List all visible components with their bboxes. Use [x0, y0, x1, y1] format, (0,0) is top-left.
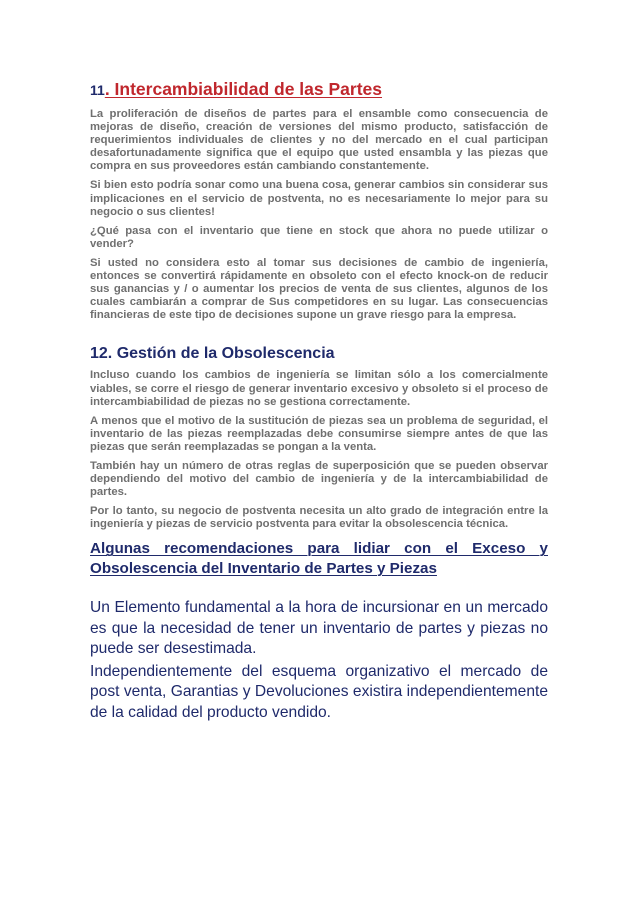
section-11-paragraph-1: La proliferación de diseños de partes para el ensamble como consecuencia de mejoras de diseño, creación de versiones del mismo producto, satisfacción de requerimientos individuales de clientes y no del mercado en el cual participan desafortunadamente significa que el equipo que usted ensambla y las piezas que compra en sus proveedores están cambiando constantemente.: [90, 108, 548, 173]
recommendations-paragraph-1: Un Elemento fundamental a la hora de incursionar en un mercado es que la necesidad de tener un inventario de partes y piezas no puede ser desestimada.: [90, 599, 548, 658]
section-11-heading: [90, 78, 548, 101]
recommendations-paragraph-2: Independientemente del esquema organizativo el mercado de post venta, Garantias y Devoluciones existira independientemente de la calidad del producto vendido.: [90, 662, 548, 721]
section-11-title: . Intercambiabilidad de las Partes: [104, 79, 383, 99]
section-12-paragraph-4: Por lo tanto, su negocio de postventa necesita un alto grado de integración entre la ingeniería y piezas de servicio postventa para evitar la obsolescencia técnica.: [90, 505, 548, 531]
section-12-heading: 12. Gestión de la Obsolescencia: [90, 345, 335, 363]
section-12-paragraph-2: A menos que el motivo de la sustitución de piezas sea un problema de seguridad, el inventario de las piezas reemplazadas debe consumirse siempre antes de que las piezas que serán reemplazadas se pongan a la venta.: [90, 414, 548, 453]
recommendations-heading: Algunas recomendaciones para lidiar con el Exceso y Obsolescencia del Inventario de Partes y Piezas: [90, 540, 548, 577]
section-11-number: 11: [90, 82, 105, 98]
section-12-paragraph-1: Incluso cuando los cambios de ingeniería se limitan sólo a los comercialmente viables, se corre el riesgo de generar inventario excesivo y obsoleto si el proceso de intercambiabilidad de piezas no se gestiona correctamente.: [90, 369, 548, 408]
section-11-paragraph-2: Si bien esto podría sonar como una buena cosa, generar cambios sin considerar sus implicaciones en el servicio de postventa, no es necesariamente lo mejor para su negocio o sus clientes!: [90, 179, 548, 218]
section-11-paragraph-4: Si usted no considera esto al tomar sus decisiones de cambio de ingeniería, entonces se convertirá rápidamente en obsoleto con el efecto knock-on de reducir sus ganancias y / o aumentar los precios de venta de sus clientes, algunos de los cuales cambiarán a comprar de Sus competidores en su lugar. Las consecuencias financieras de este tipo de decisiones supone un grave riesgo para la empresa.: [90, 256, 548, 322]
section-12-paragraph-3: También hay un número de otras reglas de superposición que se pueden observar dependiendo del motivo del cambio de ingeniería y de la intercambiabilidad de partes.: [90, 459, 548, 499]
section-11-paragraph-3: ¿Qué pasa con el inventario que tiene en stock que ahora no puede utilizar o vender?: [90, 224, 548, 250]
document-page: [90, 78, 548, 725]
